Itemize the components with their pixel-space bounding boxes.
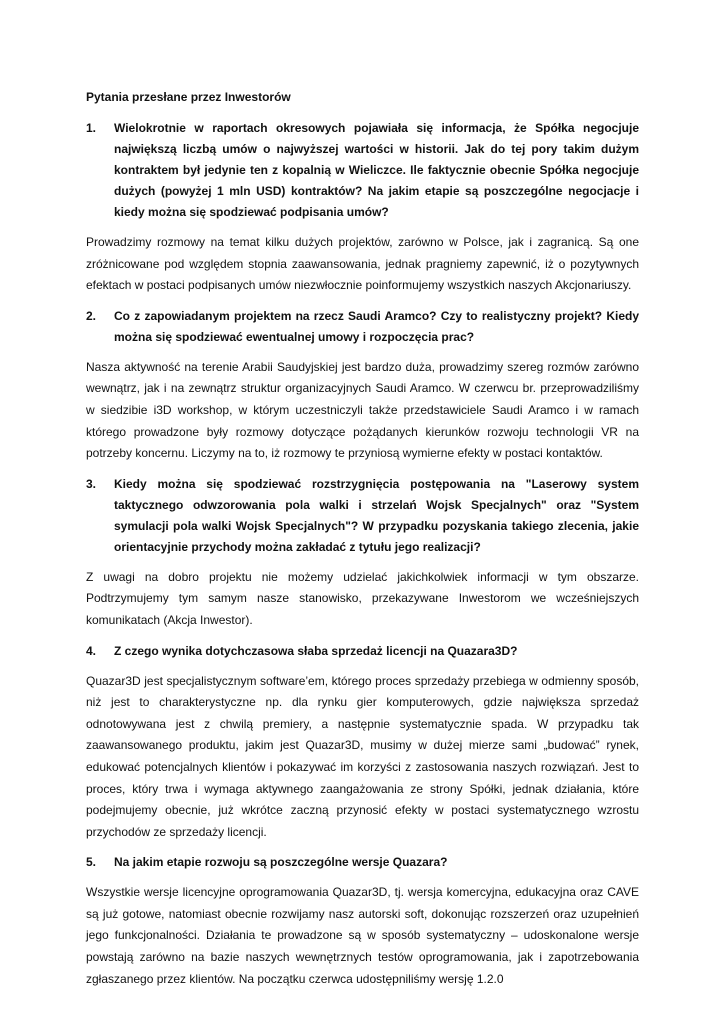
question-3: [86, 474, 639, 558]
question-1: [86, 118, 639, 223]
question-4: [86, 641, 639, 662]
document-page: [86, 88, 639, 999]
answer-5: Wszystkie wersje licencyjne oprogramowania Quazar3D, tj. wersja komercyjna, edukacyjna oraz CAVE są już gotowe, natomiast obecnie rozwijamy nasz autorski soft, dokonując rozszerzeń oraz uzupełnień jego funkcjonalności. Działania te prowadzone są w sposób systematyczny – udoskonalone wersje powstają zarówno na bazie naszych wewnętrznych testów oprogramowania, jak i zapotrzebowania zgłaszanego przez klientów. Na początku czerwca udostępniliśmy wersję 1.2.0: [86, 885, 639, 986]
question-text: Co z zapowiadanym projektem na rzecz Saudi Aramco? Czy to realistyczny projekt? Kiedy można się spodziewać ewentualnej umowy i rozpoczęcia prac?: [114, 308, 639, 344]
question-number: 4.: [86, 643, 97, 658]
answer-2: Nasza aktywność na terenie Arabii Saudyjskiej jest bardzo duża, prowadzimy szereg rozmów zarówno wewnątrz, jak i na zewnątrz struktur organizacyjnych Saudi Aramco. W czerwcu br. przeprowadziliśmy w siedzibie i3D workshop, w którym uczestniczyli także przedstawiciele Saudi Aramco i w ramach którego prowadzone były rozmowy dotyczące pożądanych kierunków rozwoju technologii VR na potrzeby koncernu. Liczymy na to, iż rozmowy te przyniosą wymierne efekty w postaci kontaktów.: [86, 359, 639, 461]
question-number: 1.: [86, 121, 97, 135]
question-text: Kiedy można się spodziewać rozstrzygnięcia postępowania na "Laserowy system taktycznego odwzorowania pola walki i strzelań Wojsk Specjalnych" oraz "System symulacji pola walki Wojsk Specjalnych"? W przypadku pozyskania takiego zlecenia, jakie orientacyjnie przychody można zakładać z tytułu jego realizacji?: [114, 476, 639, 554]
question-5: [86, 852, 639, 873]
question-number: 2.: [86, 308, 97, 323]
question-2: [86, 306, 639, 348]
question-text: Z czego wynika dotychczasowa słaba sprzedaż licencji na Quazara3D?: [114, 643, 518, 658]
document-heading: Pytania przesłane przez Inwestorów: [86, 90, 291, 104]
question-number: 5.: [86, 855, 97, 870]
answer-4: Quazar3D jest specjalistycznym software’em, którego proces sprzedaży przebiega w odmienny sposób, niż jest to charakterystyczne np. dla rynku gier komputerowych, gdzie największa sprzedaż odnotowywana jest z chwilą premiery, a następnie systematycznie spada. W przypadku tak zaawansowanego produktu, jakim jest Quazar3D, musimy w dużej mierze sami „budować” rynek, edukować potencjalnych klientów i pokazywać im korzyści z zastosowania naszych rozwiązań. Jest to proces, który trwa i wymaga aktywnego zaangażowania ze strony Spółki, jednak działania, które podejmujemy obecnie, już wkrótce zaczną przynosić efekty w postaci systematycznego wzrostu przychodów ze sprzedaży licencji.: [86, 673, 639, 839]
question-text: Wielokrotnie w raportach okresowych pojawiała się informacja, że Spółka negocjuje największą liczbą umów o najwyższej wartości w historii. Jak do tej pory takim dużym kontraktem był jedynie ten z kopalnią w Wieliczce. Ile faktycznie obecnie Spółka negocjuje dużych (powyżej 1 mln USD) kontraktów? Na jakim etapie są poszczególne negocjacje i kiedy można się spodziewać podpisania umów?: [114, 121, 639, 219]
answer-1: Prowadzimy rozmowy na temat kilku dużych projektów, zarówno w Polsce, jak i zagranicą. Są one zróżnicowane pod względem stopnia zaawansowania, jednak pragniemy zapewnić, iż o pozytywnych efektach w postaci podpisanych umów niezwłocznie poinformujemy wszystkich naszych Akcjonariuszy.: [86, 235, 639, 293]
answer-3: Z uwagi na dobro projektu nie możemy udzielać jakichkolwiek informacji w tym obszarze. Podtrzymujemy tym samym nasze stanowisko, przekazywane Inwestorom we wcześniejszych komunikatach (Akcja Inwestor).: [86, 569, 639, 627]
question-number: 3.: [86, 476, 97, 491]
question-text: Na jakim etapie rozwoju są poszczególne wersje Quazara?: [114, 855, 448, 870]
